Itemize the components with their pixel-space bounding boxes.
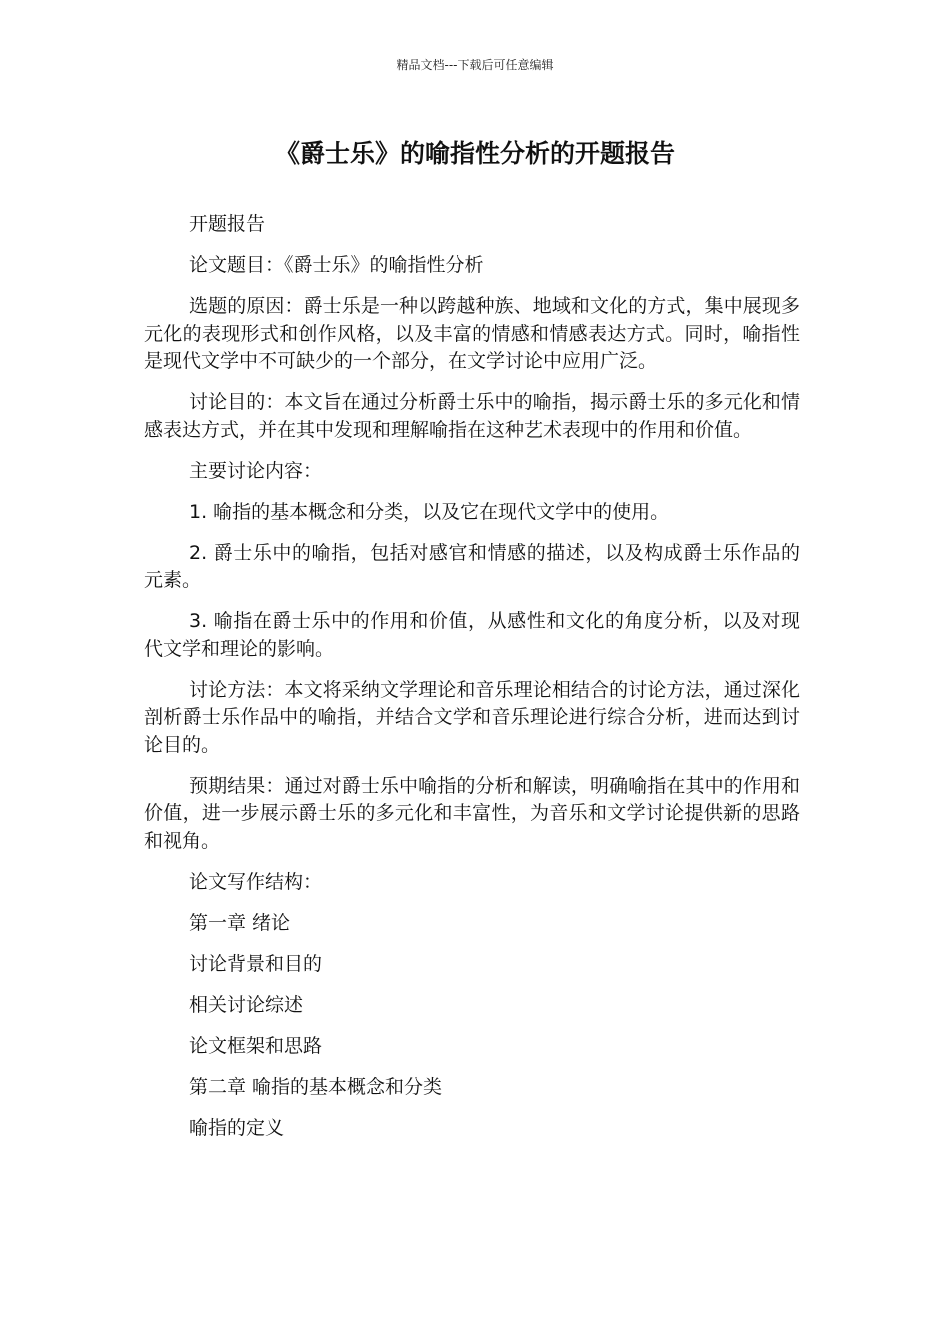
paragraph-main-content-heading: 主要讨论内容： <box>189 459 323 482</box>
document-title: 《爵士乐》的喻指性分析的开题报告 <box>274 139 675 168</box>
paragraph-chapter-1-item-1: 讨论背景和目的 <box>189 952 323 975</box>
paragraph-research-purpose: 讨论目的：本文旨在通过分析爵士乐中的喻指，揭示爵士乐的多元化和情感表达方式，并在其中发现和理解喻指在这种艺术表现中的作用和价值。 <box>144 391 800 441</box>
paragraph-thesis-title: 论文题目：《爵士乐》的喻指性分析 <box>189 254 484 276</box>
paragraph-chapter-1-item-2: 相关讨论综述 <box>189 993 304 1016</box>
paragraph-chapter-1: 第一章 绪论 <box>189 911 291 934</box>
paragraph-research-method: 讨论方法：本文将采纳文学理论和音乐理论相结合的讨论方法，通过深化剖析爵士乐作品中的喻指，并结合文学和音乐理论进行综合分析，进而达到讨论目的。 <box>144 678 800 756</box>
page-header: 精品文档---下载后可任意编辑 <box>396 58 554 72</box>
paragraph-content-item-2: 2. 爵士乐中的喻指，包括对感官和情感的描述，以及构成爵士乐作品的元素。 <box>144 541 800 591</box>
paragraph-chapter-2: 第二章 喻指的基本概念和分类 <box>189 1075 443 1098</box>
paragraph-heading: 开题报告 <box>189 213 266 235</box>
paragraph-expected-results: 预期结果：通过对爵士乐中喻指的分析和解读，明确喻指在其中的作用和价值，进一步展示爵士乐的多元化和丰富性，为音乐和文学讨论提供新的思路和视角。 <box>144 774 800 852</box>
paragraph-content-item-3: 3. 喻指在爵士乐中的作用和价值，从感性和文化的角度分析，以及对现代文学和理论的影响。 <box>144 610 800 660</box>
paragraph-chapter-1-item-3: 论文框架和思路 <box>189 1034 323 1057</box>
paragraph-chapter-2-item-1: 喻指的定义 <box>189 1116 285 1139</box>
paragraph-topic-reason: 选题的原因：爵士乐是一种以跨越种族、地域和文化的方式，集中展现多元化的表现形式和创作风格，以及丰富的情感和情感表达方式。同时，喻指性是现代文学中不可缺少的一个部分，在文学讨论中应用广泛。 <box>144 295 800 372</box>
document-body <box>144 211 800 1156</box>
paragraph-structure-heading: 论文写作结构： <box>189 870 323 893</box>
paragraph-content-item-1: 1. 喻指的基本概念和分类，以及它在现代文学中的使用。 <box>189 500 670 523</box>
